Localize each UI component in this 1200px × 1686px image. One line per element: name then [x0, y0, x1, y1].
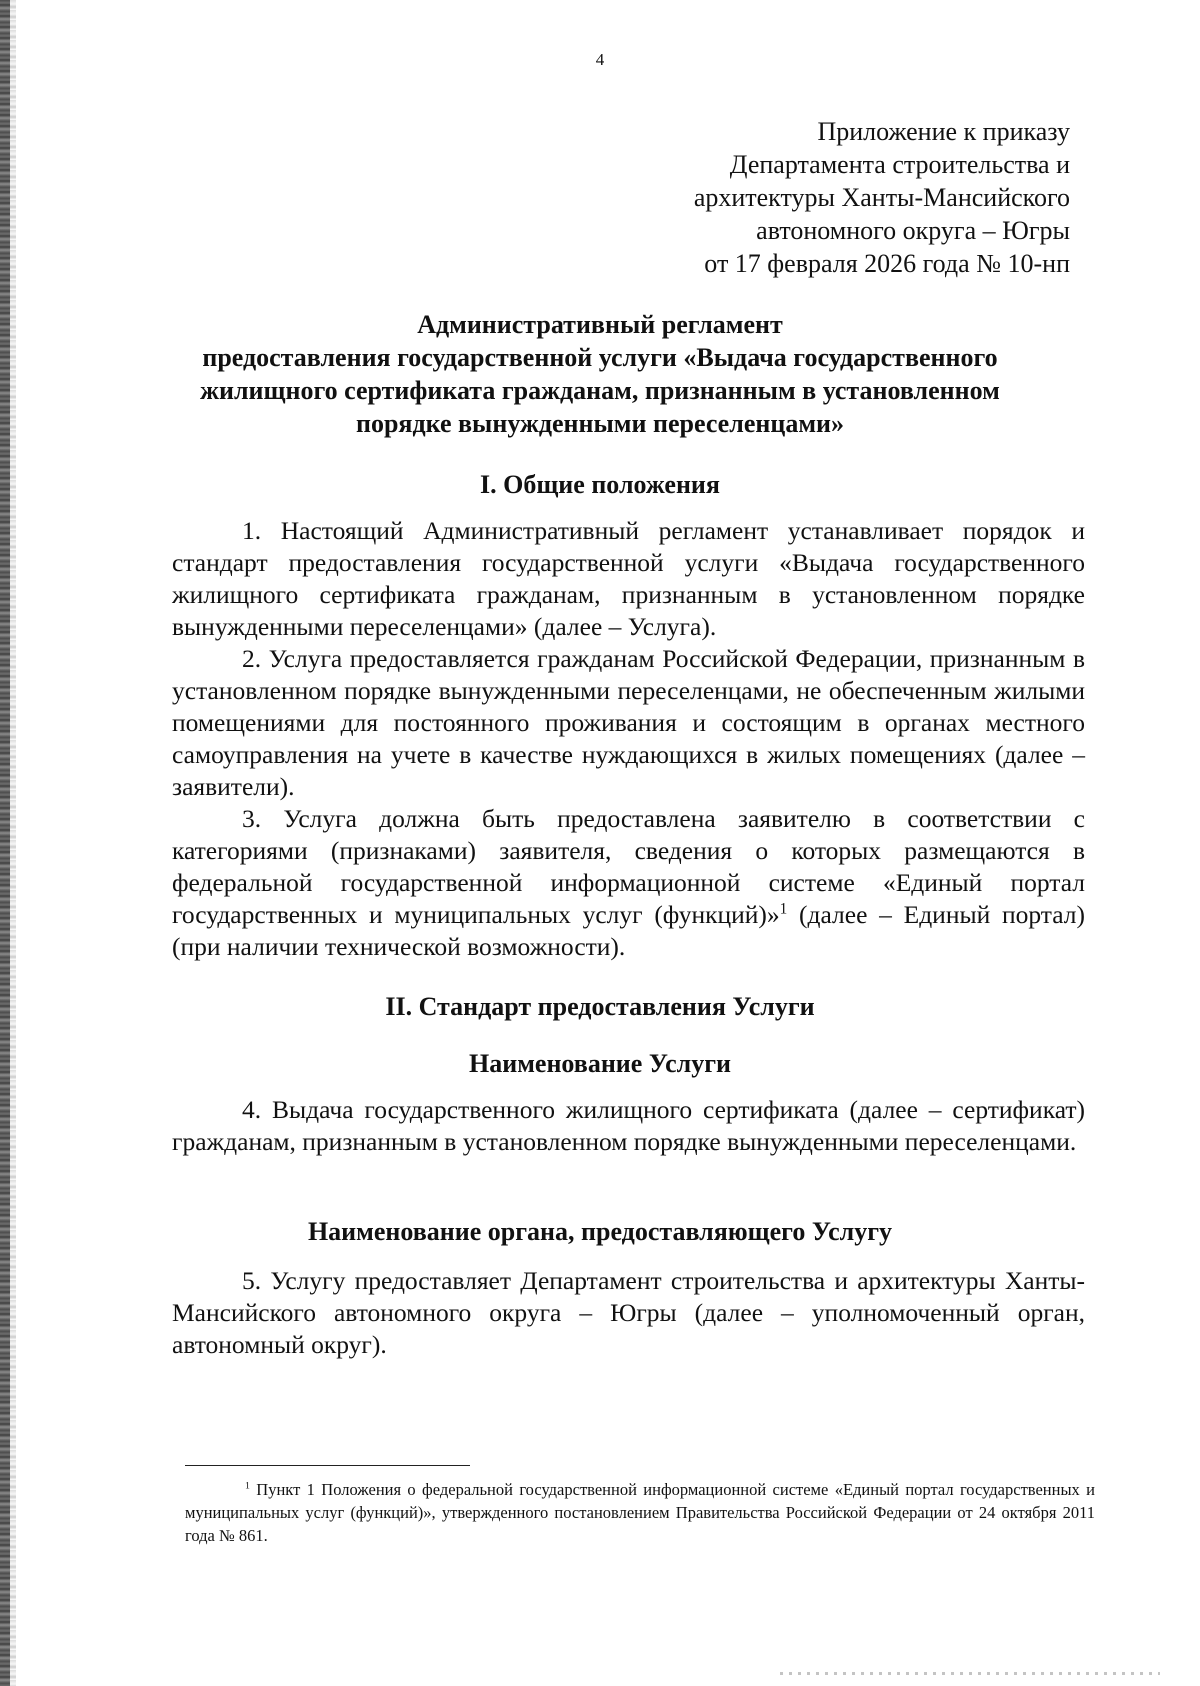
document-title — [130, 308, 1070, 440]
footnote-text: Пункт 1 Положения о федеральной государственной информационной системе «Единый портал государственных и муниципальных услуг (функций)», утвержденного постановлением Правительства Российской Федерации от 24 октября 2011 года № 861. — [185, 1480, 1095, 1545]
title-line: предоставления государственной услуги «Выдача государственного — [202, 343, 998, 372]
footnote — [185, 1478, 1095, 1547]
title-line: жилищного сертификата гражданам, признанным в установленном — [200, 376, 1000, 405]
paragraph-3-part1: 3. Услуга должна быть предоставлена заявителю в соответствии с категориями (признаками) заявителя, сведения о которых размещаются в федеральной государственной информационной системе «Единый портал государственных и муниципальных услуг (функций)» — [172, 804, 1085, 929]
paragraph-4 — [172, 1094, 1085, 1158]
paragraph-4-text: 4. Выдача государственного жилищного сертификата (далее – сертификат) гражданам, признанным в установленном порядке вынужденными переселенцами. — [172, 1095, 1085, 1156]
scan-noise-artifact — [780, 1672, 1160, 1675]
scan-edge-artifact — [0, 0, 10, 1686]
paragraph-2-text: 2. Услуга предоставляется гражданам Российской Федерации, признанным в установленном порядке вынужденными переселенцами, не обеспеченным жилыми помещениями для постоянного проживания и состоящим в органах местного самоуправления на учете в качестве нуждающихся в жилых помещениях (далее – заявители). — [172, 644, 1085, 801]
appendix-header — [694, 115, 1070, 280]
paragraph-5-text: 5. Услугу предоставляет Департамент строительства и архитектуры Ханты-Мансийского автономного округа – Югры (далее – уполномоченный орган, автономный округ). — [172, 1266, 1085, 1359]
paragraph-2 — [172, 643, 1085, 803]
footnote-divider — [185, 1465, 470, 1466]
appendix-date-line: от 17 февраля 2026 года № 10-нп — [704, 249, 1070, 278]
subheading-authority: Наименование органа, предоставляющего Услугу — [307, 1217, 893, 1246]
appendix-line: архитектуры Ханты-Мансийского — [693, 183, 1070, 212]
paragraph-3-part2: (далее – Единый портал) (при наличии технической возможности). — [172, 900, 1085, 961]
paragraph-1-text: 1. Настоящий Административный регламент устанавливает порядок и стандарт предоставления государственной услуги «Выдача государственного жилищного сертификата гражданам, признанным в установленном порядке вынужденными переселенцами» (далее – Услуга). — [172, 516, 1085, 641]
title-line: порядке вынужденными переселенцами» — [355, 409, 845, 438]
appendix-line: автономного округа – Югры — [756, 216, 1070, 245]
scan-edge-shadow — [10, 0, 16, 1686]
page-number: 4 — [595, 50, 605, 69]
paragraph-3 — [172, 803, 1085, 963]
paragraph-1 — [172, 515, 1085, 643]
paragraph-5 — [172, 1265, 1085, 1361]
section-heading-standard: II. Стандарт предоставления Услуги — [385, 992, 815, 1021]
section-heading-general: I. Общие положения — [480, 470, 720, 499]
appendix-line: Приложение к приказу — [817, 117, 1070, 146]
subheading-service-name: Наименование Услуги — [468, 1049, 732, 1078]
footnote-marker: 1 — [245, 1480, 250, 1492]
paragraph-3-text — [172, 803, 1085, 963]
appendix-line: Департамента строительства и — [729, 150, 1070, 179]
footnote-reference: 1 — [779, 900, 788, 918]
title-line: Административный регламент — [417, 310, 783, 339]
